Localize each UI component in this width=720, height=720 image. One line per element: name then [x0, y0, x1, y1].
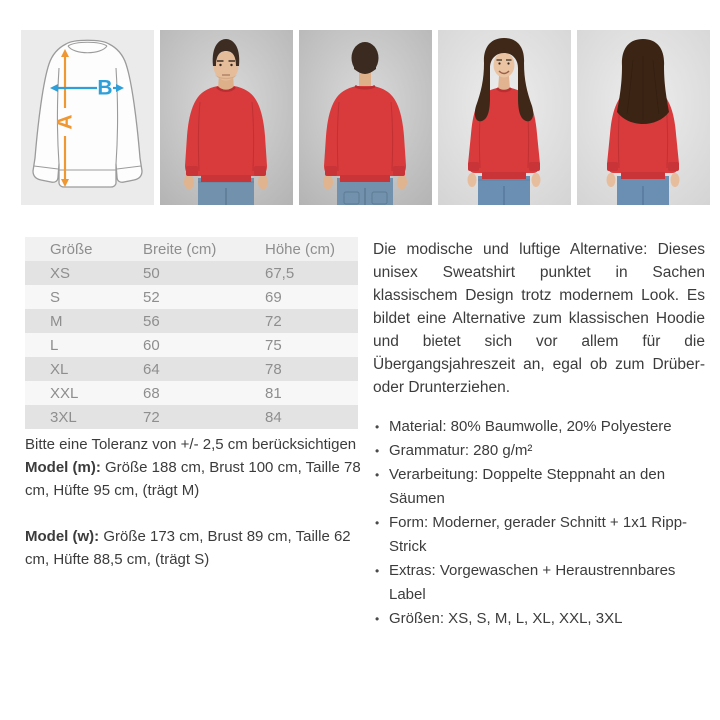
feature-text: Material: 80% Baumwolle, 20% Polyestere [389, 418, 672, 435]
table-row [25, 309, 358, 333]
product-description: Die modische und luftige Alternative: Dieses unisex Sweatshirt punktet in Sachen klassischem Design trotz modernem Look. Es bildet eine Alternative zum klassischen Hoodie und bietet sich vor allem für die Übergangsjahreszeit an, egal ob zum Drüber- oder Drunterziehen. [373, 241, 705, 396]
cell-breite: 68 [143, 384, 160, 402]
feature-text: Größen: XS, S, M, L, XL, XXL, 3XL [389, 610, 623, 627]
model-m-info [25, 456, 363, 502]
cell-size: XL [50, 360, 69, 378]
female-front-image [438, 30, 571, 205]
table-row [25, 357, 358, 381]
size-chart [25, 237, 358, 429]
measurement-notes [25, 433, 363, 594]
size-measurement-diagram[interactable] [21, 30, 154, 205]
col-groesse: Größe [50, 240, 93, 258]
label-b: B [97, 76, 113, 100]
cell-breite: 64 [143, 360, 160, 378]
list-item [373, 607, 705, 631]
bullet-icon: • [375, 612, 380, 626]
col-breite: Breite (cm) [143, 240, 217, 258]
model-w-label: Model (w): [25, 528, 100, 545]
tolerance-note: Bitte eine Toleranz von +/- 2,5 cm berücksichtigen [25, 436, 357, 453]
model-m-details: Größe 188 cm, Brust 100 cm, Taille 78 cm, Hüfte 95 cm, (trägt M) [25, 459, 361, 499]
size-chart-header [25, 237, 358, 261]
cell-size: XXL [50, 384, 79, 402]
feature-list [373, 415, 705, 631]
cell-size: M [50, 312, 63, 330]
photo-male-model-back[interactable] [299, 30, 432, 205]
list-item [373, 463, 705, 511]
cell-size: 3XL [50, 408, 77, 426]
model-m-label: Model (m): [25, 459, 101, 476]
bullet-icon: • [375, 444, 380, 458]
cell-hoehe: 75 [265, 336, 282, 354]
cell-breite: 60 [143, 336, 160, 354]
male-front-image [160, 30, 293, 205]
cell-hoehe: 81 [265, 384, 282, 402]
cell-breite: 56 [143, 312, 160, 330]
table-row [25, 333, 358, 357]
feature-text: Grammatur: 280 g/m² [389, 442, 533, 459]
cell-hoehe: 67,5 [265, 264, 295, 282]
product-description-column [373, 238, 705, 631]
list-item [373, 511, 705, 559]
product-image-gallery [21, 30, 710, 205]
cell-breite: 72 [143, 408, 160, 426]
model-w-details: Größe 173 cm, Brust 89 cm, Taille 62 cm, Hüfte 88,5 cm, (trägt S) [25, 528, 351, 568]
feature-text: Extras: Vorgewaschen + Heraustrennbares Label [389, 562, 676, 603]
bullet-icon: • [375, 564, 380, 578]
cell-hoehe: 84 [265, 408, 282, 426]
list-item [373, 559, 705, 607]
bullet-icon: • [375, 516, 380, 530]
table-row [25, 261, 358, 285]
cell-size: S [50, 288, 61, 306]
list-item [373, 415, 705, 439]
cell-hoehe: 78 [265, 360, 282, 378]
bullet-icon: • [375, 468, 380, 482]
feature-text: Verarbeitung: Doppelte Steppnaht an den Säumen [389, 466, 666, 507]
sweatshirt-diagram-image [21, 30, 154, 205]
cell-hoehe: 69 [265, 288, 282, 306]
cell-size: XS [50, 264, 71, 282]
photo-male-model-front[interactable] [160, 30, 293, 205]
list-item [373, 439, 705, 463]
label-a: A [53, 114, 77, 130]
model-w-info [25, 525, 363, 571]
cell-breite: 50 [143, 264, 160, 282]
feature-text: Form: Moderner, gerader Schnitt + 1x1 Ripp-Strick [389, 514, 688, 555]
table-row [25, 285, 358, 309]
cell-size: L [50, 336, 59, 354]
cell-hoehe: 72 [265, 312, 282, 330]
bullet-icon: • [375, 420, 380, 434]
table-row [25, 381, 358, 405]
male-back-image [299, 30, 432, 205]
table-row [25, 405, 358, 429]
cell-breite: 52 [143, 288, 160, 306]
photo-female-model-back[interactable] [577, 30, 710, 205]
female-back-image [577, 30, 710, 205]
photo-female-model-front[interactable] [438, 30, 571, 205]
col-hoehe: Höhe (cm) [265, 240, 336, 258]
